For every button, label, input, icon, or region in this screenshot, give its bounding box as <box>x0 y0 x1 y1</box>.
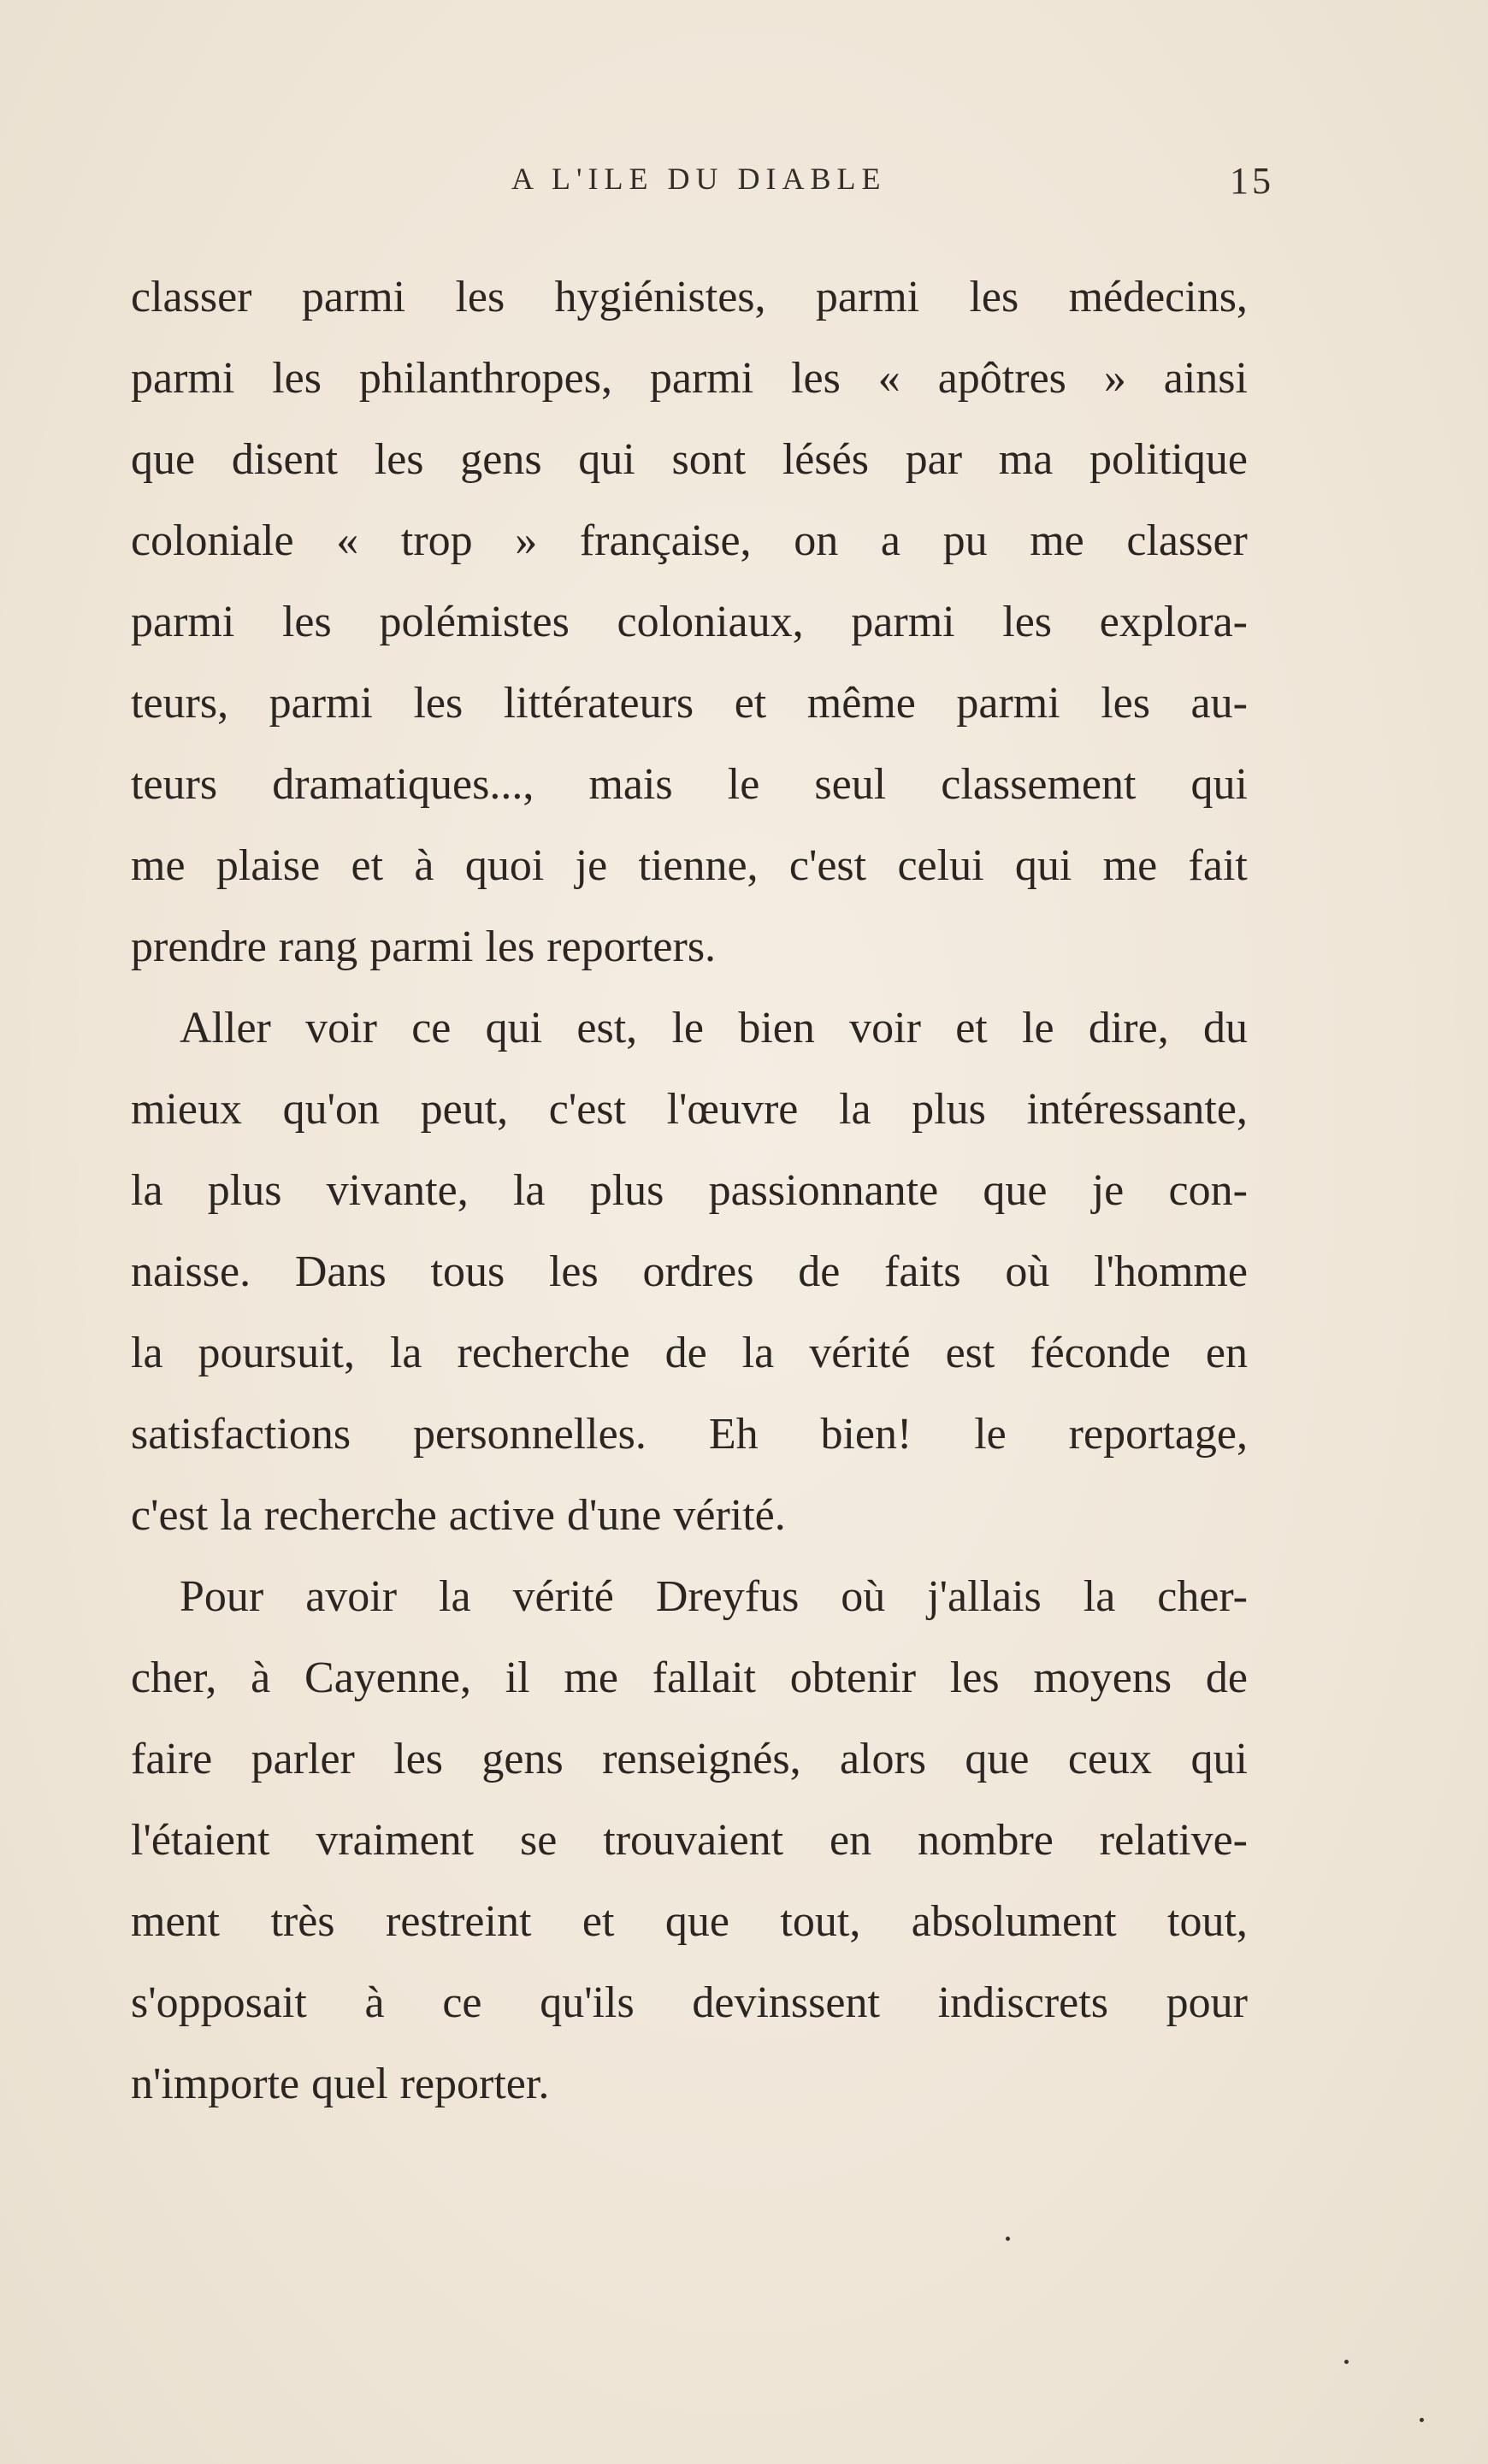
word: me <box>564 1653 618 1702</box>
word: l'œuvre <box>666 1085 799 1134</box>
word: fallait <box>652 1653 756 1702</box>
word: le <box>974 1410 1007 1459</box>
word: tout, <box>780 1897 861 1946</box>
word: gens <box>460 435 542 484</box>
paper-speck <box>1006 2237 1010 2241</box>
word: que <box>983 1166 1048 1215</box>
word: passionnante <box>708 1166 939 1215</box>
word: les <box>1002 598 1053 646</box>
word: parmi <box>369 923 474 971</box>
text-line <box>131 1962 1248 2043</box>
word: dramatiques..., <box>272 760 534 809</box>
word: ma <box>998 435 1054 484</box>
word: à <box>364 1978 385 2027</box>
word: naisse. <box>131 1247 251 1296</box>
word: le <box>727 760 760 809</box>
word: faire <box>131 1735 213 1783</box>
text-line <box>131 1069 1248 1150</box>
word: qui <box>578 435 635 484</box>
text-line <box>131 906 1248 987</box>
word: parmi <box>131 354 235 403</box>
text-line <box>131 1881 1248 1962</box>
word: vérité. <box>673 1491 786 1540</box>
word: les <box>272 354 322 403</box>
word: classer <box>1126 516 1248 565</box>
word: ceux <box>1067 1735 1153 1783</box>
word: même <box>806 679 916 728</box>
word: plus <box>207 1166 282 1215</box>
text-line <box>131 1231 1248 1312</box>
word: française, <box>579 516 752 565</box>
paper-speck <box>1344 2360 1349 2364</box>
word: à <box>414 841 434 890</box>
word: qui <box>485 1004 543 1052</box>
text-line <box>131 256 1248 338</box>
text-line <box>131 1312 1248 1394</box>
word: vivante, <box>326 1166 469 1215</box>
word: la <box>439 1572 471 1621</box>
running-title: A L'ILE DU DIABLE <box>511 162 887 196</box>
word: reporters. <box>546 923 717 971</box>
word: qui <box>1190 1735 1248 1783</box>
word: parmi <box>301 273 406 321</box>
text-line <box>131 1718 1248 1800</box>
word: se <box>520 1816 558 1865</box>
word: que <box>664 1897 729 1946</box>
word: il <box>505 1653 530 1702</box>
paper-speck <box>1420 2418 1424 2422</box>
word: parmi <box>851 598 955 646</box>
text-line <box>131 744 1248 825</box>
word: poursuit, <box>198 1329 355 1377</box>
word: que <box>965 1735 1030 1783</box>
word: cher, <box>131 1653 217 1702</box>
word: polémistes <box>379 598 570 646</box>
word: a <box>880 516 900 565</box>
word: la <box>741 1329 775 1377</box>
word: ce <box>411 1004 452 1052</box>
word: reportage, <box>1068 1410 1248 1459</box>
word: disent <box>231 435 339 484</box>
word: Pour <box>180 1572 264 1621</box>
word: c'est <box>131 1491 209 1540</box>
word: seul <box>814 760 887 809</box>
word: les <box>393 1735 444 1783</box>
word: les <box>949 1653 1000 1702</box>
word: j'allais <box>927 1572 1042 1621</box>
word: que <box>131 435 196 484</box>
word: ordres <box>642 1247 754 1296</box>
word: d'une <box>566 1491 662 1540</box>
word: les <box>374 435 424 484</box>
word: recherche <box>263 1491 437 1540</box>
word: coloniale <box>131 516 294 565</box>
word: la <box>512 1166 546 1215</box>
text-line <box>131 1800 1248 1881</box>
word: les <box>1101 679 1150 728</box>
word: quel <box>311 2060 388 2108</box>
word: « <box>877 354 900 403</box>
word: dire, <box>1088 1004 1169 1052</box>
word: la <box>131 1329 163 1377</box>
word: reporter. <box>399 2060 550 2108</box>
word: les <box>791 354 841 403</box>
word: moyens <box>1033 1653 1172 1702</box>
word: par <box>905 435 963 484</box>
text-line <box>131 338 1248 419</box>
word: ment <box>131 1897 220 1946</box>
word: l'homme <box>1094 1247 1248 1296</box>
text-line <box>131 500 1248 581</box>
word: » <box>515 516 538 565</box>
word: nombre <box>918 1816 1054 1865</box>
word: je <box>1091 1166 1125 1215</box>
word: ainsi <box>1163 354 1248 403</box>
word: de <box>1205 1653 1248 1702</box>
word: alors <box>839 1735 927 1783</box>
word: parmi <box>956 679 1060 728</box>
text-line <box>131 1150 1248 1231</box>
word: hygiénistes, <box>554 273 766 321</box>
word: parmi <box>649 354 754 403</box>
word: devinssent <box>692 1978 880 2027</box>
word: les <box>281 598 332 646</box>
word: l'étaient <box>131 1816 270 1865</box>
word: et <box>582 1897 615 1946</box>
word: me <box>131 841 186 890</box>
word: ce <box>442 1978 482 2027</box>
word: bien <box>738 1004 815 1052</box>
word: n'importe <box>131 2060 300 2108</box>
text-line <box>131 825 1248 906</box>
word: vérité <box>512 1572 614 1621</box>
word: qu'ils <box>540 1978 635 2027</box>
word: en <box>1205 1329 1248 1377</box>
word: explora- <box>1099 598 1248 646</box>
word: et <box>351 841 384 890</box>
word: » <box>1103 354 1126 403</box>
word: les <box>485 923 535 971</box>
word: active <box>448 1491 555 1540</box>
word: plaise <box>216 841 321 890</box>
word: pu <box>942 516 988 565</box>
word: avoir <box>305 1572 398 1621</box>
word: les <box>969 273 1019 321</box>
word: les <box>455 273 505 321</box>
word: tout, <box>1167 1897 1248 1946</box>
page-number: 15 <box>1230 160 1274 202</box>
word: politique <box>1089 435 1248 484</box>
running-head <box>0 161 1488 212</box>
text-line <box>131 663 1248 744</box>
word: parmi <box>131 598 235 646</box>
word: coloniaux, <box>617 598 804 646</box>
word: indiscrets <box>937 1978 1108 2027</box>
word: les <box>413 679 464 728</box>
word: faits <box>884 1247 961 1296</box>
word: du <box>1203 1004 1248 1052</box>
word: la <box>131 1166 163 1215</box>
word: classer <box>131 273 252 321</box>
word: en <box>830 1816 872 1865</box>
word: me <box>1102 841 1158 890</box>
word: je <box>575 841 608 890</box>
word: est <box>945 1329 995 1377</box>
text-line <box>131 2043 1248 2125</box>
word: me <box>1030 516 1084 565</box>
text-line <box>131 1475 1248 1556</box>
word: s'opposait <box>131 1978 307 2027</box>
word: c'est <box>548 1085 626 1134</box>
word: relative- <box>1099 1816 1248 1865</box>
word: mieux <box>131 1085 242 1134</box>
word: teurs, <box>131 679 229 728</box>
word: où <box>841 1572 886 1621</box>
word: tous <box>430 1247 505 1296</box>
word: qu'on <box>282 1085 380 1134</box>
word: personnelles. <box>412 1410 647 1459</box>
word: littérateurs <box>503 679 694 728</box>
word: qui <box>1014 841 1072 890</box>
text-line <box>131 1637 1248 1718</box>
word: « <box>336 516 359 565</box>
word: Cayenne, <box>304 1653 471 1702</box>
word: très <box>270 1897 335 1946</box>
word: lésés <box>782 435 869 484</box>
word: à <box>251 1653 271 1702</box>
word: on <box>794 516 839 565</box>
word: tienne, <box>638 841 759 890</box>
body-text <box>131 256 1248 2125</box>
word: où <box>1005 1247 1050 1296</box>
word: gens <box>481 1735 564 1783</box>
word: parmi <box>815 273 920 321</box>
word: voir <box>305 1004 377 1052</box>
word: recherche <box>457 1329 630 1377</box>
text-line <box>131 581 1248 663</box>
word: féconde <box>1030 1329 1171 1377</box>
word: la <box>1083 1572 1116 1621</box>
word: qui <box>1190 760 1248 809</box>
word: la <box>839 1085 871 1134</box>
word: satisfactions <box>131 1410 351 1459</box>
word: plus <box>589 1166 664 1215</box>
word: intéressante, <box>1026 1085 1248 1134</box>
word: c'est <box>788 841 867 890</box>
text-line <box>131 1556 1248 1637</box>
word: quoi <box>464 841 545 890</box>
word: le <box>1022 1004 1054 1052</box>
text-line <box>131 987 1248 1069</box>
word: teurs <box>131 760 218 809</box>
word: et <box>955 1004 988 1052</box>
word: classement <box>941 760 1137 809</box>
word: et <box>734 679 767 728</box>
word: fait <box>1188 841 1248 890</box>
word: plus <box>912 1085 986 1134</box>
word: pour <box>1166 1978 1248 2027</box>
word: vérité <box>809 1329 911 1377</box>
word: philanthropes, <box>358 354 612 403</box>
word: absolument <box>911 1897 1117 1946</box>
word: apôtres <box>937 354 1066 403</box>
word: la <box>220 1491 252 1540</box>
word: Eh <box>708 1410 759 1459</box>
word: mais <box>588 760 673 809</box>
word: les <box>548 1247 599 1296</box>
word: trop <box>400 516 473 565</box>
word: rang <box>278 923 358 971</box>
word: obtenir <box>789 1653 917 1702</box>
word: la <box>389 1329 422 1377</box>
word: restreint <box>386 1897 532 1946</box>
word: Dreyfus <box>655 1572 800 1621</box>
word: voir <box>849 1004 921 1052</box>
text-line <box>131 419 1248 500</box>
word: est, <box>576 1004 638 1052</box>
word: vraiment <box>316 1816 475 1865</box>
word: celui <box>897 841 984 890</box>
word: sont <box>671 435 747 484</box>
word: parler <box>251 1735 355 1783</box>
text-line <box>131 1394 1248 1475</box>
word: peut, <box>420 1085 509 1134</box>
word: de <box>664 1329 707 1377</box>
word: au- <box>1190 679 1248 728</box>
word: Dans <box>294 1247 387 1296</box>
word: renseignés, <box>602 1735 801 1783</box>
word: parmi <box>269 679 373 728</box>
word: médecins, <box>1068 273 1248 321</box>
word: prendre <box>131 923 267 971</box>
word: con- <box>1168 1166 1248 1215</box>
word: cher- <box>1157 1572 1248 1621</box>
word: trouvaient <box>603 1816 784 1865</box>
word: de <box>798 1247 841 1296</box>
word: bien! <box>820 1410 912 1459</box>
word: le <box>671 1004 705 1052</box>
word: Aller <box>180 1004 271 1052</box>
